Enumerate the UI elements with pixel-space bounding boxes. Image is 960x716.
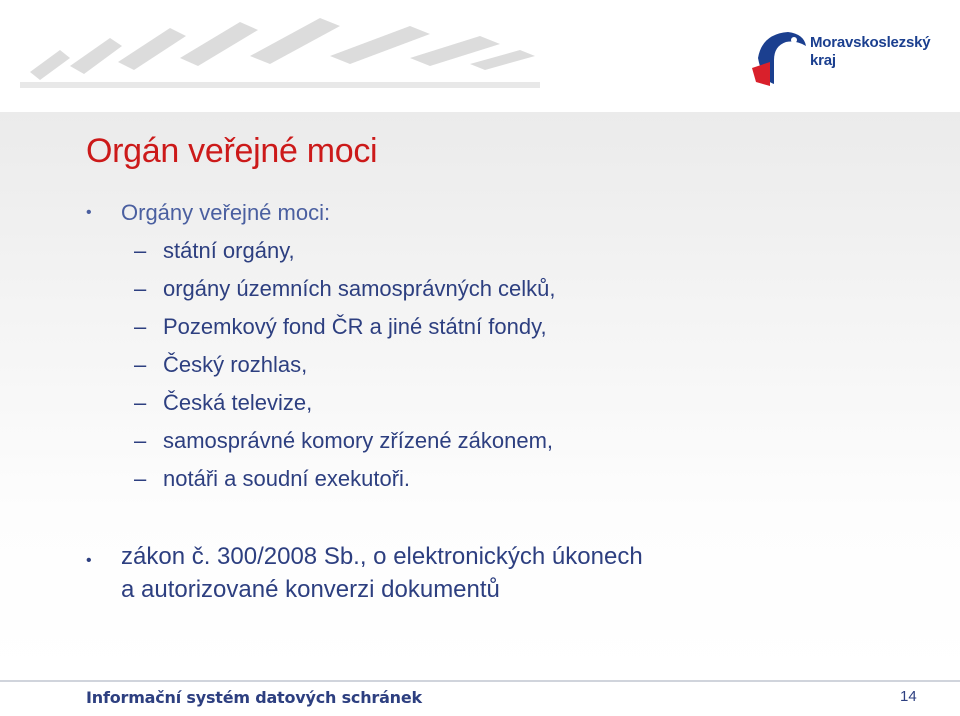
footer-text: Informační systém datových schránek <box>86 688 422 707</box>
dash-icon: – <box>134 466 147 491</box>
law-bullet-line2: a autorizované konverzi dokumentů <box>121 576 500 603</box>
moravskoslezsky-kraj-logo <box>748 28 938 90</box>
main-bullet-text: Orgány veřejné moci: <box>121 200 331 225</box>
dash-icon: – <box>134 314 147 339</box>
sub-item-text: orgány územních samosprávných celků, <box>163 276 556 301</box>
footer-divider <box>0 680 960 682</box>
dash-icon: – <box>134 428 147 453</box>
logo-text-line1: Moravskoslezský <box>810 34 931 51</box>
sub-item-text: Pozemkový fond ČR a jiné státní fondy, <box>163 314 547 339</box>
slide-title: Orgán veřejné moci <box>86 132 378 170</box>
header-decoration <box>0 0 560 112</box>
page-number: 14 <box>900 688 917 705</box>
sub-item-text: státní orgány, <box>163 238 295 263</box>
dash-icon: – <box>134 276 147 301</box>
dash-icon: – <box>134 352 147 377</box>
sub-item-text: Česká televize, <box>163 390 313 415</box>
dash-icon: – <box>134 390 147 415</box>
sub-item-text: samosprávné komory zřízené zákonem, <box>163 428 554 453</box>
bullet-icon: • <box>86 204 92 221</box>
logo-text-line2: kraj <box>810 52 836 69</box>
dash-icon: – <box>134 238 147 263</box>
law-bullet-line1: zákon č. 300/2008 Sb., o elektronických úkonech <box>121 543 643 570</box>
sub-item-text: notáři a soudní exekutoři. <box>163 466 411 491</box>
logo-text <box>810 34 930 70</box>
sub-item-text: Český rozhlas, <box>163 352 308 377</box>
header-band <box>0 0 960 112</box>
logo-emblem-icon <box>748 28 808 90</box>
bullet-icon: • <box>86 552 92 569</box>
